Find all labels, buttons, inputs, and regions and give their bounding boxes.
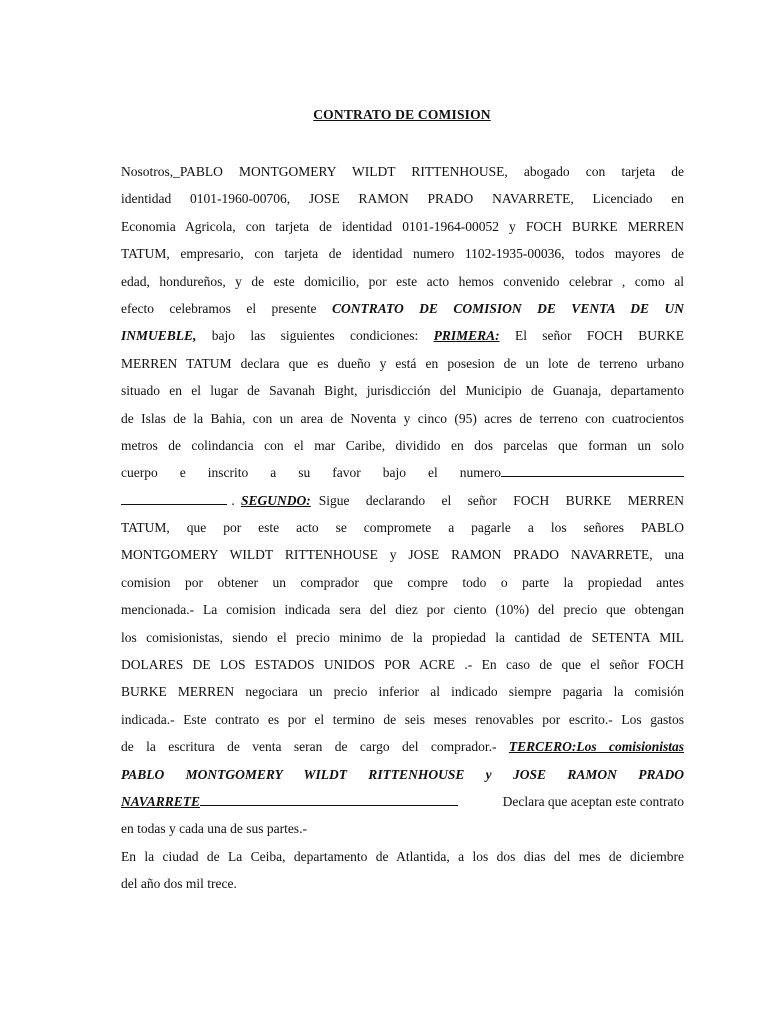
clause-primera-heading: PRIMERA: [433, 328, 500, 344]
text-line-6 [121, 295, 684, 322]
text-line-16: comision por obtener un comprador que compre todo o parte la propiedad antes [121, 574, 684, 590]
text-line-14: TATUM, que por este acto se compromete a pagarle a los señores PABLO [121, 520, 684, 536]
contract-type-emphasis: CONTRATO DE COMISION DE VENTA DE UN [331, 300, 684, 316]
document-title: CONTRATO DE COMISION [313, 107, 491, 122]
text-line-9: situado en el lugar de Savanah Bight, jurisdicción del Municipio de Guanaja, departamento [121, 383, 684, 399]
text-line-4: TATUM, empresario, con tarjeta de identidad numero 1102-1935-00036, todos mayores de [121, 246, 684, 262]
text-line-25: en todas y cada una de sus partes.- [121, 821, 307, 837]
text-line-21: indicada.- Este contrato es por el termino de seis meses renovables por escrito.- Los gastos [121, 711, 684, 727]
text-span: bajo las siguientes condiciones: [211, 328, 419, 344]
text-line-2: identidad 0101-1960-00706, JOSE RAMON PRADO NAVARRETE, Licenciado en [121, 191, 684, 207]
text-line-20: BURKE MERREN negociara un precio inferior al indicado siempre pagaria la comisión [121, 684, 684, 700]
text-line-27: del año dos mil trece. [121, 876, 237, 892]
blank-registration-continued [121, 490, 227, 505]
text-span: Declara que aceptan este contrato [502, 793, 684, 809]
text-span: Sigue declarando el señor FOCH BURKE MERREN [318, 492, 684, 508]
blank-signature-line [200, 791, 458, 806]
text-line-11: metros de colindancia con el mar Caribe, dividido en dos parcelas que forman un solo [121, 437, 684, 453]
text-span: de la escritura de venta seran de cargo del comprador.- [121, 739, 497, 755]
text-line-7 [121, 322, 684, 349]
text-line-24 [121, 788, 684, 815]
clause-tercero-heading: TERCERO:Los comisionistas [508, 739, 684, 755]
inmueble-emphasis: INMUEBLE, [121, 328, 197, 344]
text-line-8: MERREN TATUM declara que es dueño y está en posesion de un lote de terreno urbano [121, 355, 684, 371]
text-line-3: Economia Agricola, con tarjeta de identidad 0101-1964-00052 y FOCH BURKE MERREN [121, 218, 684, 234]
navarrete-emphasis: NAVARRETE [121, 793, 201, 809]
text-line-12 [121, 459, 684, 486]
text-span: . [231, 492, 235, 508]
text-span: cuerpo e inscrito a su favor bajo el numero [121, 465, 501, 481]
text-line-17: mencionada.- La comision indicada sera del diez por ciento (10%) del precio que obtengan [121, 602, 684, 618]
text-line-22 [121, 733, 684, 760]
text-line-18: los comisionistas, siendo el precio minimo de la propiedad la cantidad de SETENTA MIL [121, 629, 684, 645]
text-line-1: Nosotros,_PABLO MONTGOMERY WILDT RITTENHOUSE, abogado con tarjeta de [121, 164, 684, 179]
text-line-15: MONTGOMERY WILDT RITTENHOUSE y JOSE RAMON PRADO NAVARRETE, una [121, 547, 684, 563]
text-line-23: PABLO MONTGOMERY WILDT RITTENHOUSE y JOSE RAMON PRADO [121, 766, 684, 782]
text-span: El señor FOCH BURKE [514, 328, 684, 344]
text-line-5: edad, hondureños, y de este domicilio, por este acto hemos convenido celebrar , como al [121, 273, 684, 289]
blank-registration-number [501, 462, 684, 477]
text-line-13 [121, 487, 684, 514]
text-line-26: En la ciudad de La Ceiba, departamento de Atlantida, a los dos dias del mes de diciembre [121, 848, 684, 864]
text-line-10: de Islas de la Bahia, con un area de Noventa y cinco (95) acres de terreno con cuatrocientos [121, 410, 684, 426]
text-span: efecto celebramos el presente [121, 300, 317, 316]
text-line-19: DOLARES DE LOS ESTADOS UNIDOS POR ACRE .- En caso de que el señor FOCH [121, 657, 684, 673]
clause-segundo-heading: SEGUNDO: [241, 492, 311, 508]
document-body [121, 158, 684, 898]
